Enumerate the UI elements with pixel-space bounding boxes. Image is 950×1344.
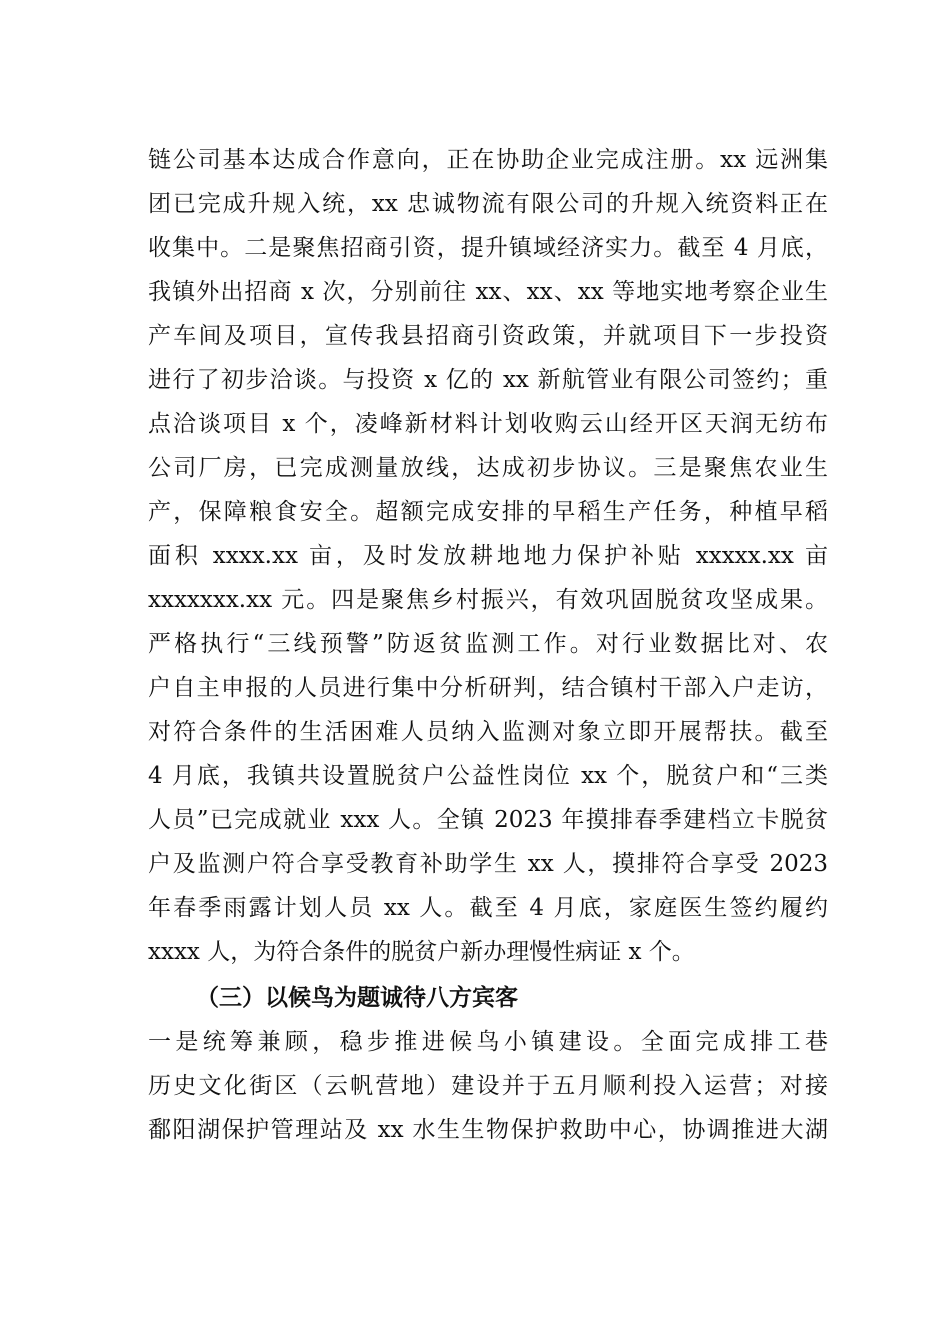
body-text-line: xxxx 人，为符合条件的脱贫户新办理慢性病证 x 个。 <box>148 939 695 965</box>
body-text-line: 4 月底，我镇共设置脱贫户公益性岗位 xx 个，脱贫户和“三类 <box>148 763 828 789</box>
body-text-line: 一是统筹兼顾，稳步推进候鸟小镇建设。全面完成排工巷 <box>148 1029 828 1055</box>
body-text-line: 历史文化街区（云帆营地）建设并于五月顺利投入运营；对接 <box>148 1073 828 1099</box>
body-text-line: 链公司基本达成合作意向，正在协助企业完成注册。xx 远洲集 <box>148 147 828 173</box>
body-text-line: 鄱阳湖保护管理站及 xx 水生生物保护救助中心，协调推进大湖 <box>148 1117 828 1143</box>
body-text-line: 产，保障粮食安全。超额完成安排的早稻生产任务，种植早稻 <box>148 499 828 525</box>
body-text-line: 团已完成升规入统，xx 忠诚物流有限公司的升规入统资料正在 <box>148 191 828 217</box>
body-text-line: 对符合条件的生活困难人员纳入监测对象立即开展帮扶。截至 <box>148 719 828 745</box>
body-text-line: 收集中。二是聚焦招商引资，提升镇域经济实力。截至 4 月底， <box>148 235 828 261</box>
section-heading: （三）以候鸟为题诚待八方宾客 <box>196 984 518 1011</box>
body-text-line: 严格执行“三线预警”防返贫监测工作。对行业数据比对、农 <box>148 631 828 657</box>
body-text-line: 进行了初步洽谈。与投资 x 亿的 xx 新航管业有限公司签约；重 <box>148 367 828 393</box>
body-text-line: 公司厂房，已完成测量放线，达成初步协议。三是聚焦农业生 <box>148 455 828 481</box>
body-text-line: 点洽谈项目 x 个，凌峰新材料计划收购云山经开区天润无纺布 <box>148 411 828 437</box>
body-text-line: 产车间及项目，宣传我县招商引资政策，并就项目下一步投资 <box>148 323 828 349</box>
body-text-line: 户及监测户符合享受教育补助学生 xx 人，摸排符合享受 2023 <box>148 851 828 877</box>
body-text-line: xxxxxxx.xx 元。四是聚焦乡村振兴，有效巩固脱贫攻坚成果。 <box>148 587 828 613</box>
body-text-line: 人员”已完成就业 xxx 人。全镇 2023 年摸排春季建档立卡脱贫 <box>148 807 828 833</box>
body-text-line: 户自主申报的人员进行集中分析研判，结合镇村干部入户走访， <box>148 675 828 701</box>
body-text-line: 年春季雨露计划人员 xx 人。截至 4 月底，家庭医生签约履约 <box>148 895 828 921</box>
body-text-line: 面积 xxxx.xx 亩，及时发放耕地地力保护补贴 xxxxx.xx 亩 <box>148 543 828 569</box>
body-text-line: 我镇外出招商 x 次，分别前往 xx、xx、xx 等地实地考察企业生 <box>148 279 828 305</box>
